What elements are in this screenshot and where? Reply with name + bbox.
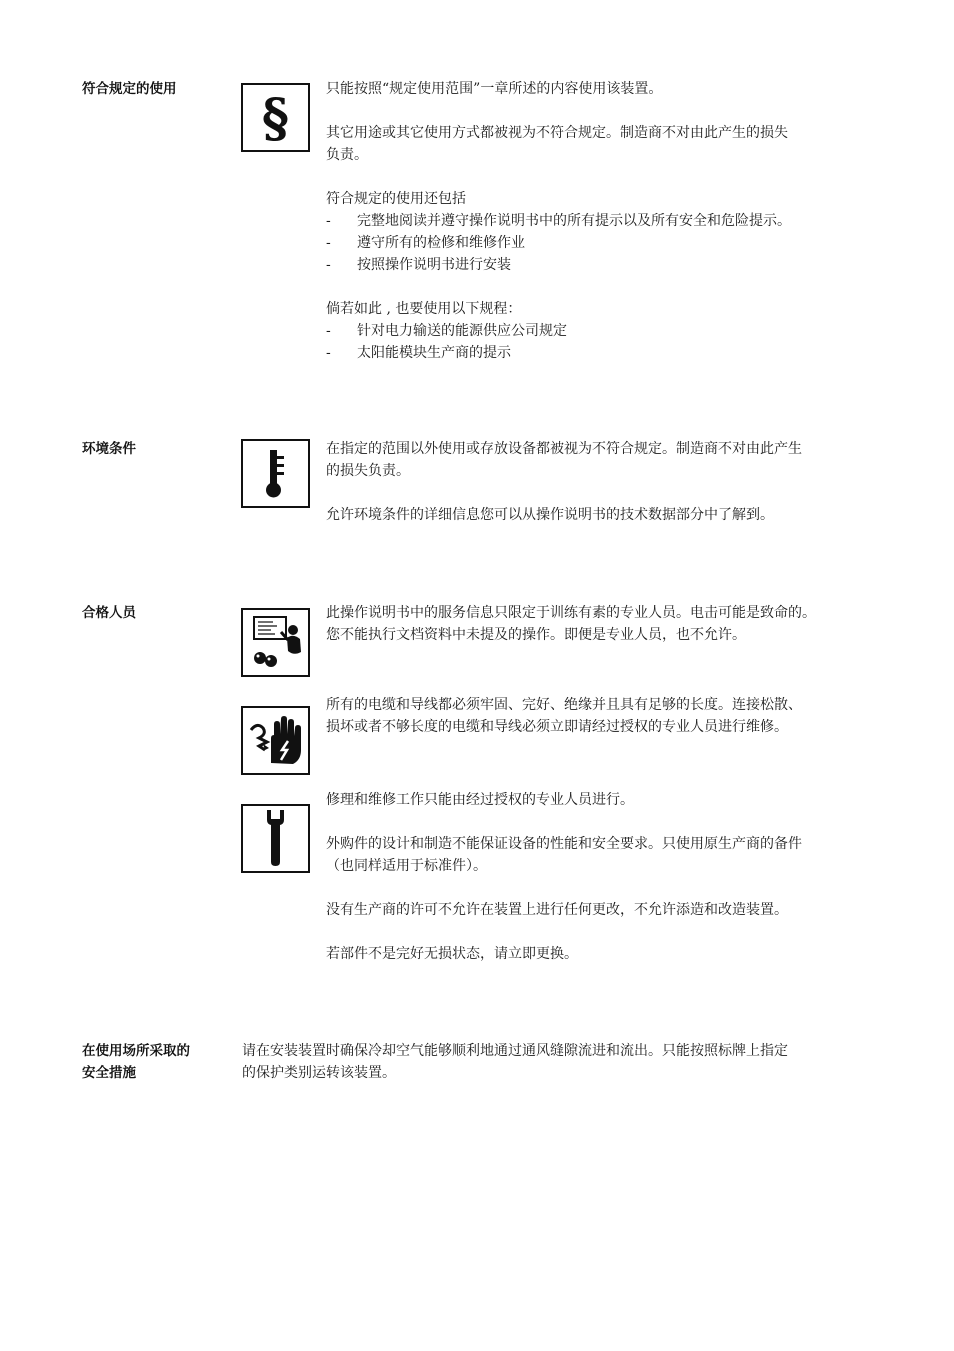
section-heading-qualified-personnel: 合格人员	[82, 605, 136, 621]
paragraph-line: 在指定的范围以外使用或存放设备都被视为不符合规定。制造商不对由此产生	[326, 441, 802, 457]
qualified-personnel-text-3	[326, 789, 882, 965]
intended-use-text	[326, 78, 882, 364]
environment-text	[326, 438, 882, 526]
paragraph-line: 其它用途或其它使用方式都被视为不符合规定。制造商不对由此产生的损失	[326, 125, 788, 141]
paragraph: 只能按照“规定使用范围”一章所述的内容使用该装置。	[326, 81, 663, 97]
paragraph-line: 损坏或者不够长度的电缆和导线必须立即请经过授权的专业人员进行维修。	[326, 719, 788, 735]
wrench-icon	[241, 804, 310, 873]
section-heading-environment: 环境条件	[82, 441, 136, 457]
paragraph: 允许环境条件的详细信息您可以从操作说明书的技术数据部分中了解到。	[326, 507, 774, 523]
list-item: - 针对电力输送的能源供应公司规定	[326, 323, 567, 339]
paragraph: 符合规定的使用还包括	[326, 191, 466, 207]
paragraph-line: 的保护类别运转该装置。	[242, 1065, 396, 1081]
paragraph: 倘若如此 , 也要使用以下规程：	[326, 301, 522, 317]
paragraph-line: 负责。	[326, 147, 368, 163]
paragraph-icon	[241, 83, 310, 152]
section-heading-site-safety: 在使用场所采取的 安全措施	[82, 1043, 190, 1081]
section-heading-intended-use: 符合规定的使用	[82, 81, 177, 97]
paragraph-line: （也同样适用于标准件）。	[326, 858, 487, 874]
thermometer-icon	[241, 439, 310, 508]
qualified-personnel-text-2	[326, 694, 882, 738]
paragraph-line: 您不能执行文档资料中未提及的操作。即便是专业人员，也不允许。	[326, 627, 746, 643]
service-technician-icon	[241, 608, 310, 677]
site-safety-text	[242, 1040, 882, 1084]
qualified-personnel-text-1	[326, 602, 882, 646]
list-item: - 遵守所有的检修和维修作业	[326, 235, 525, 251]
list-item: - 按照操作说明书进行安装	[326, 257, 511, 273]
paragraph: 修理和维修工作只能由经过授权的专业人员进行。	[326, 792, 634, 808]
electric-shock-hand-icon	[241, 706, 310, 775]
paragraph-line: 外购件的设计和制造不能保证设备的性能和安全要求。只使用原生产商的备件	[326, 836, 802, 852]
list-item: - 完整地阅读并遵守操作说明书中的所有提示以及所有安全和危险提示。	[326, 213, 791, 229]
paragraph-line: 的损失负责。	[326, 463, 410, 479]
paragraph: 若部件不是完好无损状态，请立即更换。	[326, 946, 578, 962]
paragraph: 没有生产商的许可不允许在装置上进行任何更改，不允许添造和改造装置。	[326, 902, 788, 918]
paragraph-line: 请在安装装置时确保冷却空气能够顺利地通过通风缝隙流进和流出。只能按照标牌上指定	[242, 1043, 788, 1059]
paragraph-line: 此操作说明书中的服务信息只限定于训练有素的专业人员。电击可能是致命的。	[326, 605, 816, 621]
list-item: - 太阳能模块生产商的提示	[326, 345, 511, 361]
paragraph-line: 所有的电缆和导线都必须牢固、完好、绝缘并且具有足够的长度。连接松散、	[326, 697, 802, 713]
svg-text:§: §	[261, 88, 290, 149]
